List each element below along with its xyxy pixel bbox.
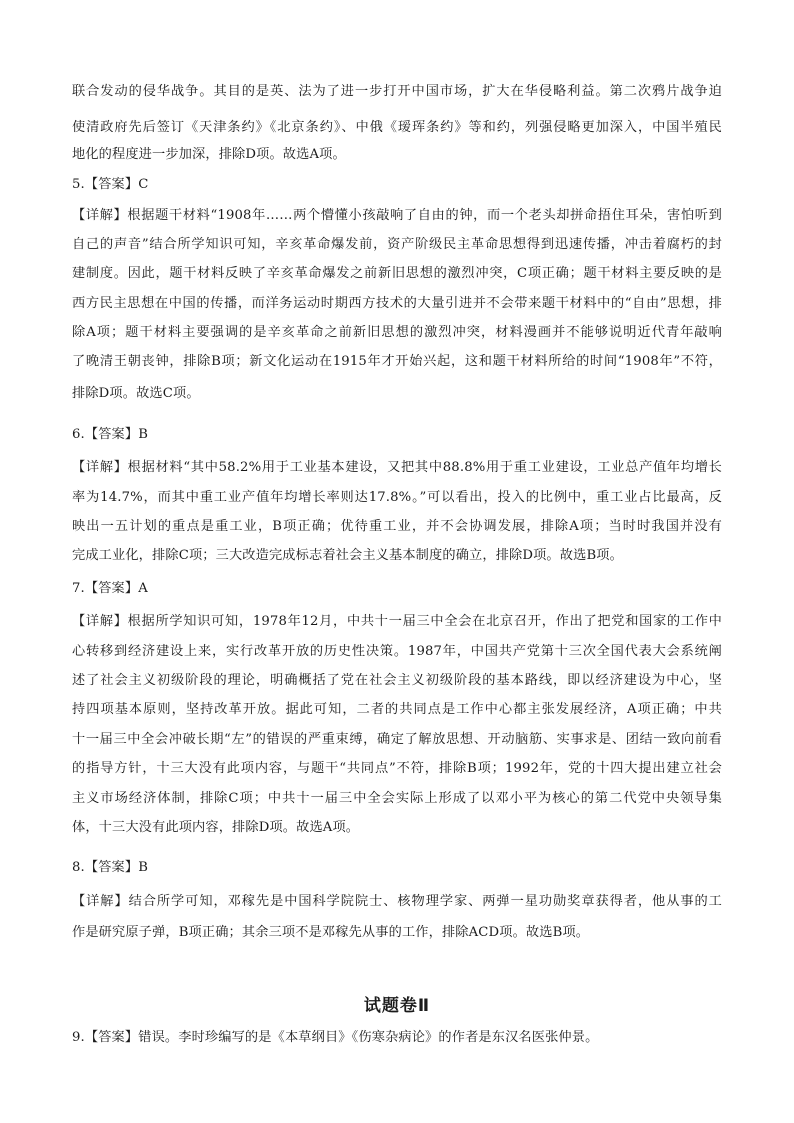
text-line: 的指导方针，十三大没有此项内容，与题干“共同点”不符，排除B项；1992年，党的十四大提出建立社会 bbox=[72, 761, 722, 776]
text-line: 十一届三中全会冲破长期“左”的错误的严重束缚，确定了解放思想、开动脑筋、实事求是、团结一致向前看 bbox=[72, 732, 722, 747]
text-line: 使清政府先后签订《天津条约》《北京条约》、中俄《瑷珲条约》等和约，列强侵略更加深入，中国半殖民 bbox=[72, 120, 722, 135]
answer-heading: 9.【答案】错误。李时珍编写的是《本草纲目》《伤寒杂病论》的作者是东汉名医张仲景。 bbox=[72, 1030, 599, 1045]
text-line: 联合发动的侵华战争。其目的是英、法为了进一步打开中国市场，扩大在华侵略利益。第二次鸦片战争迫 bbox=[72, 84, 722, 99]
text-line: 【详解】根据题干材料“1908年……两个懵懂小孩敲响了自由的钟，而一个老头却拼命捂住耳朵，害怕听到 bbox=[72, 208, 722, 223]
text-line: 【详解】结合所学可知，邓稼先是中国科学院院士、核物理学家、两弹一星功勋奖章获得者，他从事的工 bbox=[72, 894, 722, 909]
text-line: 【详解】根据材料“其中58.2%用于工业基本建设，又把其中88.8%用于重工业建设，工业总产值年均增长 bbox=[72, 460, 722, 475]
text-line: 西方民主思想在中国的传播，而洋务运动时期西方技术的大量引进并不会带来题干材料中的“自由”思想，排 bbox=[72, 296, 722, 311]
answer-heading: 7.【答案】A bbox=[72, 581, 148, 596]
answer-heading: 5.【答案】C bbox=[72, 177, 149, 192]
text-line: 建制度。因此，题干材料反映了辛亥革命爆发之前新旧思想的激烈冲突，C项正确；题干材料主要反映的是 bbox=[72, 266, 722, 281]
text-line: 地化的程度进一步加深，排除D项。故选A项。 bbox=[72, 147, 346, 162]
text-line: 体，十三大没有此项内容，排除D项。故选A项。 bbox=[72, 820, 360, 835]
text-line: 了晚清王朝丧钟，排除B项；新文化运动在1915年才开始兴起，这和题干材料所给的时间“1908年”不符， bbox=[72, 354, 722, 369]
text-line: 心转移到经济建设上来，实行改革开放的历史性决策。1987年，中国共产党第十三次全国代表大会系统阐 bbox=[72, 644, 722, 659]
text-line: 映出一五计划的重点是重工业，B项正确；优待重工业，并不会协调发展，排除A项；当时时我国并没有 bbox=[72, 519, 722, 534]
text-line: 述了社会主义初级阶段的理论，明确概括了党在社会主义初级阶段的基本路线，即以经济建设为中心，坚 bbox=[72, 673, 722, 688]
text-line: 持四项基本原则，坚持改革开放。据此可知，二者的共同点是工作中心都主张发展经济，A项正确；中共 bbox=[72, 702, 722, 717]
answer-heading: 6.【答案】B bbox=[72, 427, 149, 442]
text-line: 主义市场经济体制，排除C项；中共十一届三中全会实际上形成了以邓小平为核心的第二代党中央领导集 bbox=[72, 791, 722, 806]
section-title: 试题卷Ⅱ bbox=[363, 996, 431, 1016]
text-line: 自己的声音”结合所学知识可知，辛亥革命爆发前，资产阶级民主革命思想得到迅速传播，冲击着腐朽的封 bbox=[72, 237, 722, 252]
text-line: 排除D项。故选C项。 bbox=[72, 386, 200, 401]
text-line: 率为14.7%，而其中重工业产值年均增长率则达17.8%。”可以看出，投入的比例中，重工业占比最高，反 bbox=[72, 490, 722, 505]
text-line: 【详解】根据所学知识可知，1978年12月，中共十一届三中全会在北京召开，作出了把党和国家的工作中 bbox=[72, 614, 722, 629]
text-line: 作是研究原子弹，B项正确；其余三项不是邓稼先从事的工作，排除ACD项。故选B项。 bbox=[72, 925, 590, 940]
text-line: 除A项；题干材料主要强调的是辛亥革命之前新旧思想的激烈冲突，材料漫画并不能够说明近代青年敲响 bbox=[72, 325, 722, 340]
answer-heading: 8.【答案】B bbox=[72, 860, 149, 875]
text-line: 完成工业化，排除C项；三大改造完成标志着社会主义基本制度的确立，排除D项。故选B项。 bbox=[72, 548, 623, 563]
